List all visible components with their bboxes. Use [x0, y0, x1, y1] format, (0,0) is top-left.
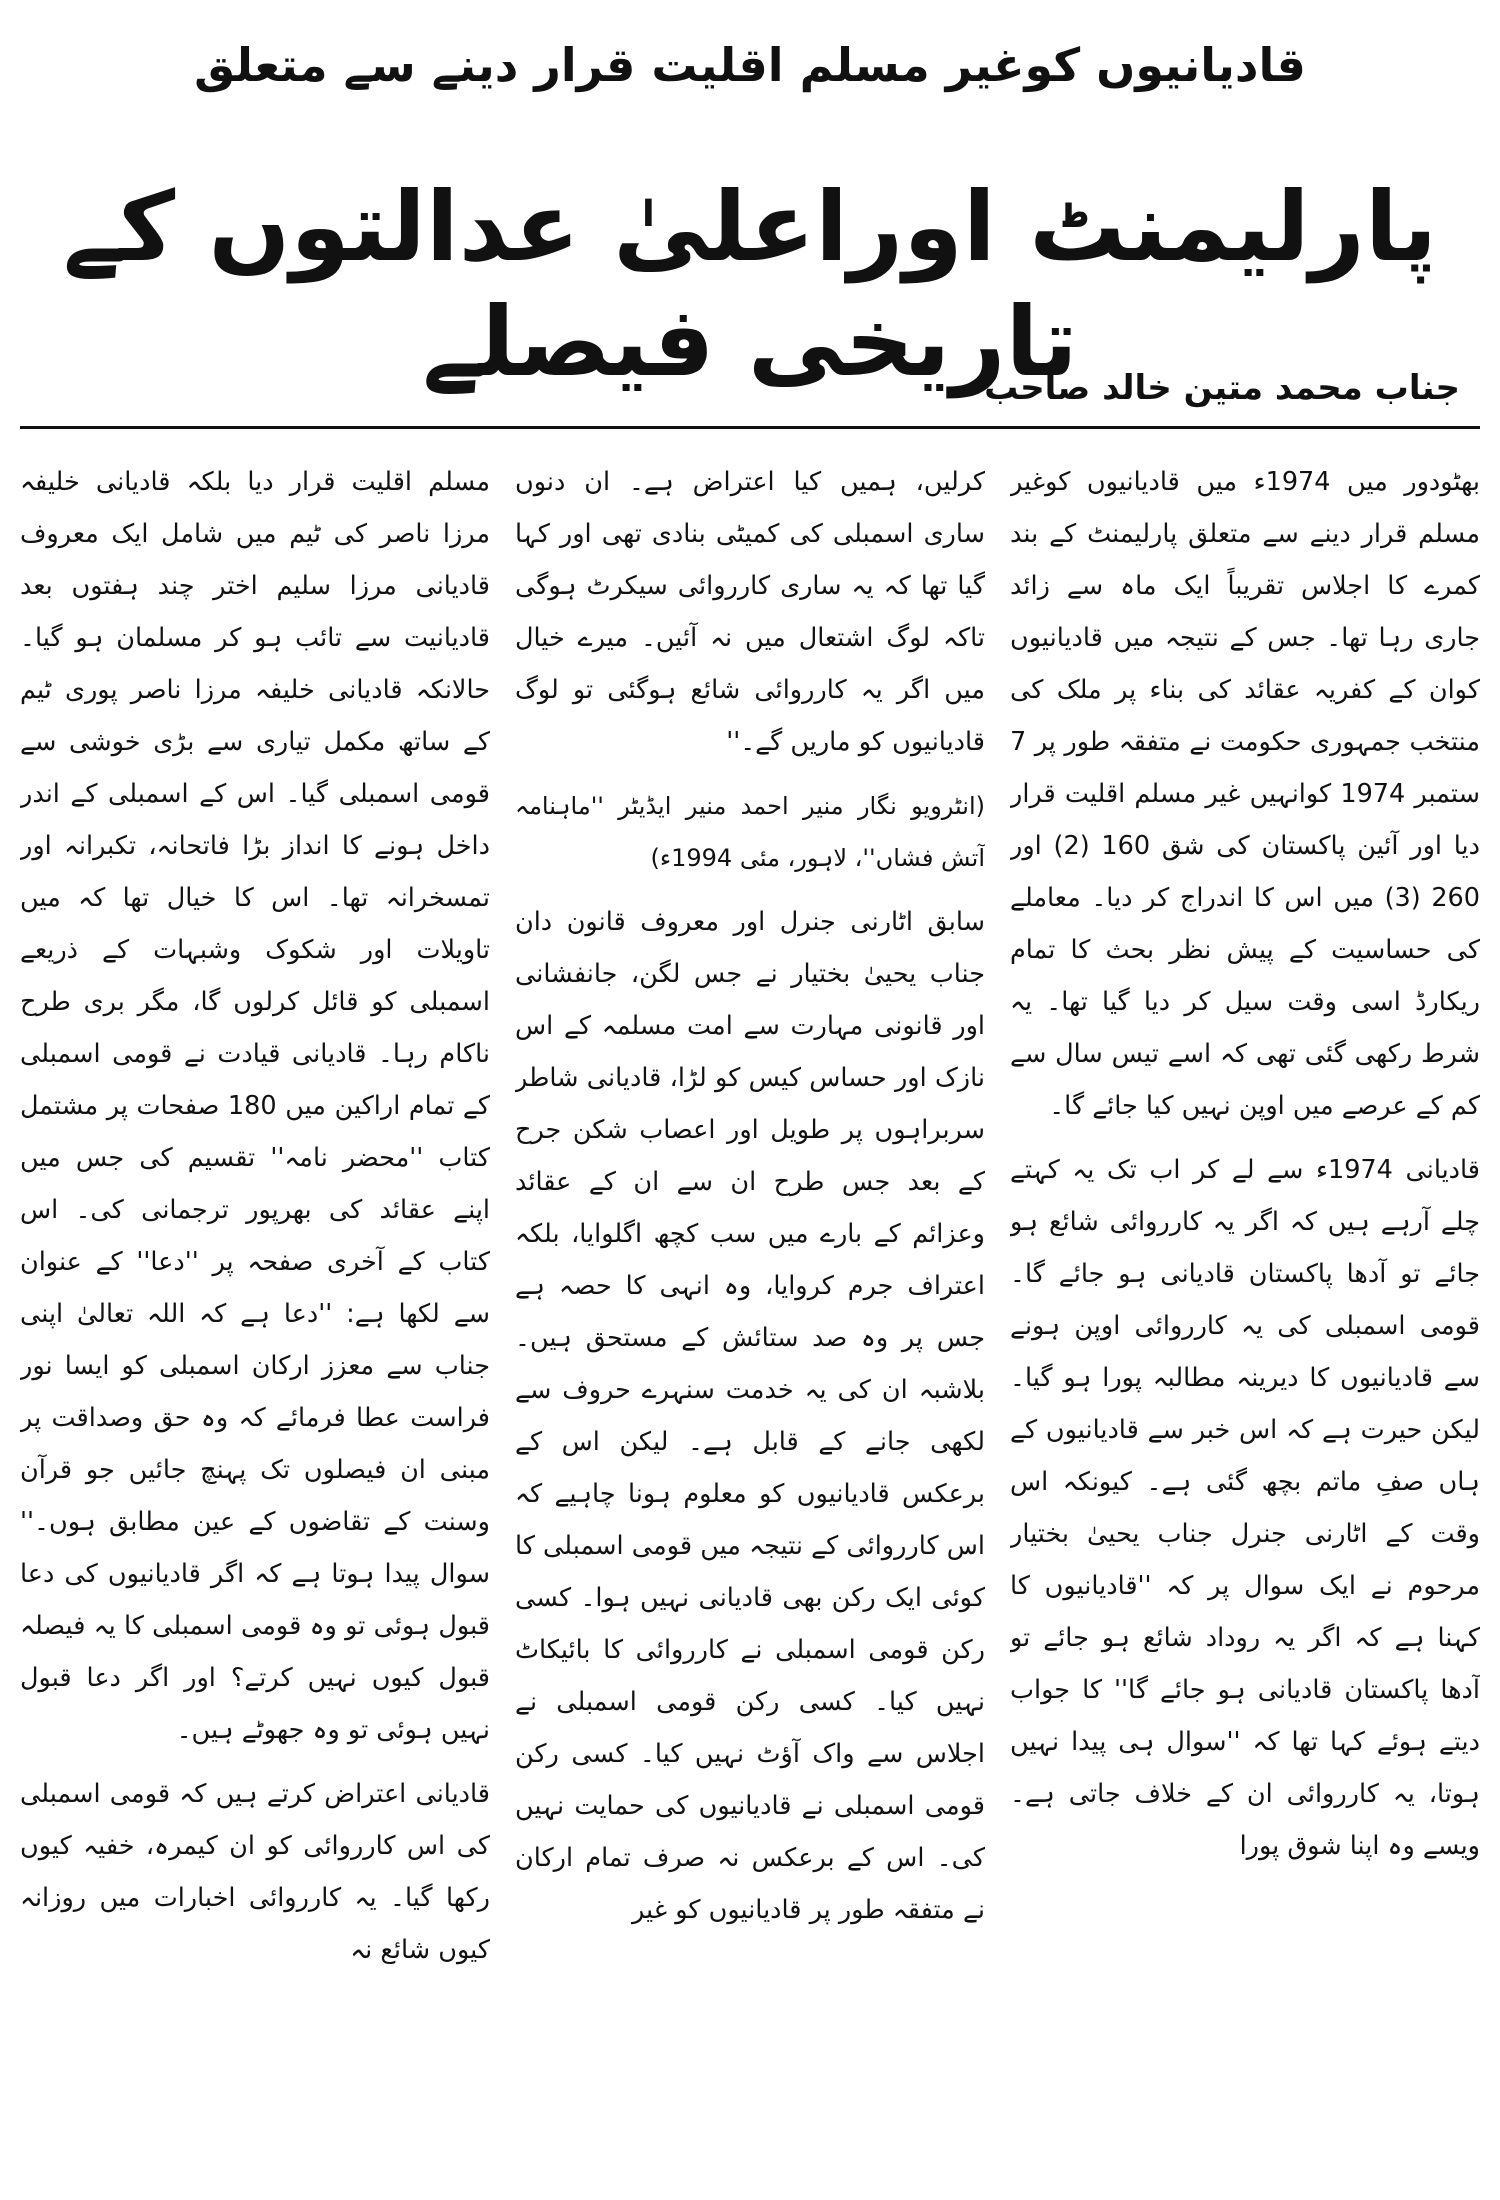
article-column-right: [1010, 456, 1480, 2186]
article-column-middle: [515, 456, 985, 2186]
main-headline: پارلیمنٹ اوراعلیٰ عدالتوں کے تاریخی فیصلے: [62, 171, 1438, 399]
paragraph: بھٹودور میں 1974ء میں قادیانیوں کوغیر مسلم قرار دینے سے متعلق پارلیمنٹ کے بند کمرے کا اجلاس تقریباً ایک ماہ سے زائد جاری رہا تھا۔ جس کے نتیجہ میں قادیانیوں کوان کے کفریہ عقائد کی بناء پر ملک کی منتخب جمہوری حکومت نے متفقہ طور پر 7 ستمبر 1974 کوانہیں غیر مسلم اقلیت قرار دیا اور آئین پاکستان کی شق 160 (2) اور 260 (3) میں اس کا اندراج کر دیا۔ معاملے کی حساسیت کے پیش نظر بحث کا تمام ریکارڈ اسی وقت سیل کر دیا گیا تھا۔ یہ شرط رکھی گئی تھی کہ اسے تیس سال سے کم کے عرصے میں اوپن نہیں کیا جائے گا۔: [1010, 467, 1480, 1121]
article-column-left: [20, 456, 490, 2186]
paragraph: کرلیں، ہمیں کیا اعتراض ہے۔ ان دنوں ساری اسمبلی کی کمیٹی بنادی تھی اور کہا گیا تھا کہ یہ ساری کارروائی سیکرٹ ہوگی تاکہ لوگ اشتعال میں نہ آئیں۔ میرے خیال میں اگر یہ کارروائی شائع ہوگئی تو لوگ قادیانیوں کو ماریں گے۔'': [515, 467, 985, 757]
source-citation: (انٹرویو نگار منیر احمد منیر ایڈیٹر ''ماہنامہ آتش فشاں''، لاہور، مئی 1994ء): [515, 792, 985, 872]
kicker-headline: قادیانیوں کوغیر مسلم اقلیت قرار دینے سے متعلق: [194, 38, 1306, 92]
paragraph: مسلم اقلیت قرار دیا بلکہ قادیانی خلیفہ مرزا ناصر کی ٹیم میں شامل ایک معروف قادیانی مرزا سلیم اختر چند ہفتوں بعد قادیانیت سے تائب ہو کر مسلمان ہو گیا۔ حالانکہ قادیانی خلیفہ مرزا ناصر پوری ٹیم کے ساتھ مکمل تیاری سے بڑی خوشی سے قومی اسمبلی گیا۔ اس کے اسمبلی کے اندر داخل ہونے کا انداز بڑا فاتحانہ، تکبرانہ اور تمسخرانہ تھا۔ اس کا خیال تھا کہ میں تاویلات اور شکوک وشبہات کے ذریعے اسمبلی کو قائل کرلوں گا، مگر بری طرح ناکام رہا۔ قادیانی قیادت نے قومی اسمبلی کے تمام اراکین میں 180 صفحات پر مشتمل کتاب ''محضر نامہ'' تقسیم کی جس میں اپنے عقائد کی بھرپور ترجمانی کی۔ اس کتاب کے آخری صفحہ پر ''دعا'' کے عنوان سے لکھا ہے: ''دعا ہے کہ اللہ تعالیٰ اپنی جناب سے معزز ارکان اسمبلی کو ایسا نور فراست عطا فرمائے کہ وہ حق وصداقت پر مبنی ان فیصلوں تک پہنچ جائیں جو قرآن وسنت کے تقاضوں کے عین مطابق ہوں۔'' سوال پیدا ہوتا ہے کہ اگر قادیانیوں کی دعا قبول ہوئی تو وہ قومی اسمبلی کا یہ فیصلہ قبول کیوں نہیں کرتے؟ اور اگر دعا قبول نہیں ہوئی تو وہ جھوٹے ہیں۔: [20, 467, 490, 1745]
paragraph: سابق اٹارنی جنرل اور معروف قانون دان جناب یحییٰ بختیار نے جس لگن، جانفشانی اور قانونی مہارت سے امت مسلمہ کے اس نازک اور حساس کیس کو لڑا، قادیانی شاطر سربراہوں پر طویل اور اعصاب شکن جرح کے بعد جس طرح ان سے ان کے عقائد وعزائم کے بارے میں سب کچھ اگلوایا، بلکہ اعتراف جرم کروایا، وہ انہی کا حصہ ہے جس پر وہ صد ستائش کے مستحق ہیں۔ بلاشبہ ان کی یہ خدمت سنہرے حروف سے لکھی جانے کے قابل ہے۔ لیکن اس کے برعکس قادیانیوں کو معلوم ہونا چاہیے کہ اس کارروائی کے نتیجہ میں قومی اسمبلی کا کوئی ایک رکن بھی قادیانی نہیں ہوا۔ کسی رکن قومی اسمبلی نے کارروائی کا بائیکاٹ نہیں کیا۔ کسی رکن قومی اسمبلی نے اجلاس سے واک آؤٹ نہیں کیا۔ کسی رکن قومی اسمبلی نے قادیانیوں کی حمایت نہیں کی۔ اس کے برعکس نہ صرف تمام ارکان نے متفقہ طور پر قادیانیوں کو غیر: [515, 907, 985, 1925]
author-byline: جناب محمد متین خالد صاحب: [984, 368, 1460, 408]
paragraph: قادیانی 1974ء سے لے کر اب تک یہ کہتے چلے آرہے ہیں کہ اگر یہ کارروائی شائع ہو جائے تو آدھا پاکستان قادیانی ہو جائے گا۔ قومی اسمبلی کی یہ کارروائی اوپن ہونے سے قادیانیوں کا دیرینہ مطالبہ پورا ہو گیا۔ لیکن حیرت ہے کہ اس خبر سے قادیانیوں کے ہاں صفِ ماتم بچھ گئی ہے۔ کیونکہ اس وقت کے اٹارنی جنرل جناب یحییٰ بختیار مرحوم نے ایک سوال پر کہ ''قادیانیوں کا کہنا ہے کہ اگر یہ روداد شائع ہو جائے تو آدھا پاکستان قادیانی ہو جائے گا'' کا جواب دیتے ہوئے کہا تھا کہ ''سوال ہی پیدا نہیں ہوتا، یہ کارروائی ان کے خلاف جاتی ہے۔ ویسے وہ اپنا شوق پورا: [1010, 1155, 1480, 1861]
header-divider: [20, 426, 1480, 429]
paragraph: قادیانی اعتراض کرتے ہیں کہ قومی اسمبلی کی اس کارروائی کو ان کیمرہ، خفیہ کیوں رکھا گیا۔ یہ کارروائی اخبارات میں روزانہ کیوں شائع نہ: [20, 1779, 490, 1965]
